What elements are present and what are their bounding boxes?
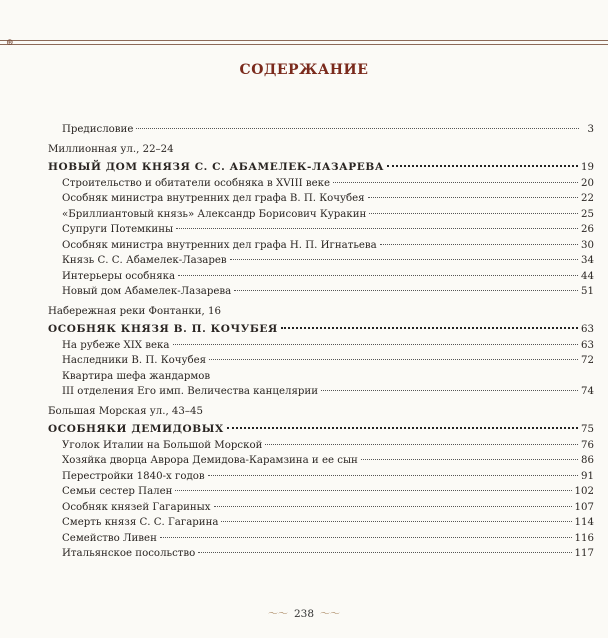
toc-page-number: 30 xyxy=(581,239,594,251)
toc-entry xyxy=(48,271,594,287)
toc-entry xyxy=(48,240,594,256)
toc-entry xyxy=(48,371,594,387)
toc-section-heading xyxy=(48,423,594,440)
toc-entry xyxy=(48,255,594,271)
toc-entry-title: ОСОБНЯК КНЯЗЯ В. П. КОЧУБЕЯ xyxy=(48,322,278,335)
toc-page-number: 76 xyxy=(581,439,594,451)
toc-entry-title: Семьи сестер Пален xyxy=(62,486,173,497)
page-title: СОДЕРЖАНИЕ xyxy=(239,62,369,78)
toc-entry-title: III отделения Его имп. Величества канцелярии xyxy=(62,386,318,397)
dot-leader xyxy=(208,475,578,476)
page-number: 238 xyxy=(293,608,315,620)
toc-address xyxy=(48,306,594,323)
top-decorative-rule xyxy=(0,40,608,45)
toc-entry xyxy=(48,455,594,471)
dot-leader xyxy=(368,197,578,198)
toc-page-number: 26 xyxy=(581,224,594,235)
toc-entry xyxy=(48,124,594,140)
dot-leader xyxy=(333,182,578,183)
toc-entry-title: Набережная реки Фонтанки, 16 xyxy=(48,305,221,317)
dot-leader xyxy=(281,327,578,329)
dot-leader xyxy=(176,228,578,229)
toc-page-number: 117 xyxy=(574,548,594,559)
dot-leader xyxy=(234,290,578,291)
toc-entry-title: Строительство и обитатели особняка в XVIII веке xyxy=(62,177,331,189)
dot-leader xyxy=(173,344,579,345)
dot-leader xyxy=(136,128,579,129)
toc-page-number: 116 xyxy=(574,532,594,544)
toc-entry-title: Особняк министра внутренних дел графа В. П. Кочубея xyxy=(62,193,365,204)
dot-leader xyxy=(198,552,571,553)
toc-page-number: 19 xyxy=(581,161,594,173)
toc-entry-title: Большая Морская ул., 43–45 xyxy=(48,405,203,417)
toc-entry-title: Хозяйка дворца Аврора Демидова-Карамзина и ее сын xyxy=(62,455,358,466)
toc-page-number: 34 xyxy=(581,255,594,266)
toc-page-number: 22 xyxy=(581,193,594,204)
toc-entry xyxy=(48,386,594,402)
toc-entry xyxy=(48,548,594,564)
toc-page-number: 107 xyxy=(574,501,594,513)
toc-page-number: 102 xyxy=(574,486,594,497)
dot-leader xyxy=(160,537,572,538)
toc-entry xyxy=(48,471,594,487)
toc-entry-title: Миллионная ул., 22–24 xyxy=(48,143,174,155)
toc-entry-title: Особняк князей Гагариных xyxy=(62,501,211,513)
dot-leader xyxy=(214,506,572,507)
toc-entry-title: Князь С. С. Абамелек-Лазарев xyxy=(62,255,227,266)
toc-page-number: 20 xyxy=(581,177,594,189)
toc-entry xyxy=(48,178,594,194)
toc-entry-title: На рубеже XIX века xyxy=(62,339,170,351)
toc-entry xyxy=(48,224,594,240)
toc-page-number: 25 xyxy=(581,208,594,220)
toc-address xyxy=(48,144,594,161)
toc-section-heading xyxy=(48,161,594,178)
rosette-ornament-icon: ⊛ xyxy=(6,38,14,48)
toc-entry xyxy=(48,355,594,371)
toc-entry-title: НОВЫЙ ДОМ КНЯЗЯ С. С. АБАМЕЛЕК-ЛАЗАРЕВА xyxy=(48,160,385,173)
toc-entry-title: Итальянское посольство xyxy=(62,548,196,559)
toc-entry xyxy=(48,340,594,356)
toc-entry-title: Перестройки 1840-х годов xyxy=(62,470,205,482)
toc-entry-title: Особняк министра внутренних дел графа Н. П. Игнатьева xyxy=(62,239,377,251)
toc-entry-title: «Бриллиантовый князь» Александр Борисович Куракин xyxy=(62,208,367,220)
toc-entry-title: Семейство Ливен xyxy=(62,532,157,544)
footer-ornament-right-icon: 〜〜 xyxy=(320,609,341,620)
dot-leader xyxy=(380,244,578,245)
toc-entry-title: Предисловие xyxy=(62,124,134,135)
dot-leader xyxy=(387,165,578,167)
toc-page-number: 91 xyxy=(581,470,594,482)
toc-entry xyxy=(48,517,594,533)
dot-leader xyxy=(227,427,578,429)
toc-page-number: 75 xyxy=(581,423,594,435)
toc-page-number: 86 xyxy=(581,455,594,466)
dot-leader xyxy=(175,490,571,491)
table-of-contents xyxy=(48,124,594,564)
toc-entry xyxy=(48,193,594,209)
toc-entry xyxy=(48,486,594,502)
dot-leader xyxy=(369,213,578,214)
toc-entry-title: Интерьеры особняка xyxy=(62,270,176,282)
toc-page-number: 74 xyxy=(581,386,594,397)
dot-leader xyxy=(221,521,571,522)
toc-entry-title: Смерть князя С. С. Гагарина xyxy=(62,517,219,528)
toc-entry-title: Квартира шефа жандармов xyxy=(62,370,211,382)
toc-address xyxy=(48,406,594,423)
toc-page-number: 63 xyxy=(581,339,594,351)
toc-page-number: 72 xyxy=(581,355,594,366)
page-footer xyxy=(0,605,608,620)
toc-entry xyxy=(48,209,594,225)
toc-entry xyxy=(48,440,594,456)
toc-entry-title: Супруги Потемкины xyxy=(62,224,174,235)
dot-leader xyxy=(178,275,578,276)
toc-entry-title: Новый дом Абамелек-Лазарева xyxy=(62,286,232,297)
toc-page-number: 44 xyxy=(581,270,594,282)
toc-page-number: 51 xyxy=(581,286,594,297)
toc-entry-title: ОСОБНЯКИ ДЕМИДОВЫХ xyxy=(48,422,224,435)
toc-entry xyxy=(48,502,594,518)
dot-leader xyxy=(321,390,578,391)
toc-page-number: 63 xyxy=(581,323,594,335)
toc-entry xyxy=(48,533,594,549)
dot-leader xyxy=(230,259,578,260)
toc-entry-title: Уголок Италии на Большой Морской xyxy=(62,439,263,451)
toc-page-number: 114 xyxy=(574,517,594,528)
toc-page-number: 3 xyxy=(587,124,594,135)
toc-entry-title: Наследники В. П. Кочубея xyxy=(62,355,207,366)
toc-section-heading xyxy=(48,323,594,340)
toc-entry xyxy=(48,286,594,302)
dot-leader xyxy=(361,459,578,460)
footer-ornament-left-icon: 〜〜 xyxy=(267,609,288,620)
dot-leader xyxy=(209,359,578,360)
dot-leader xyxy=(265,444,578,445)
